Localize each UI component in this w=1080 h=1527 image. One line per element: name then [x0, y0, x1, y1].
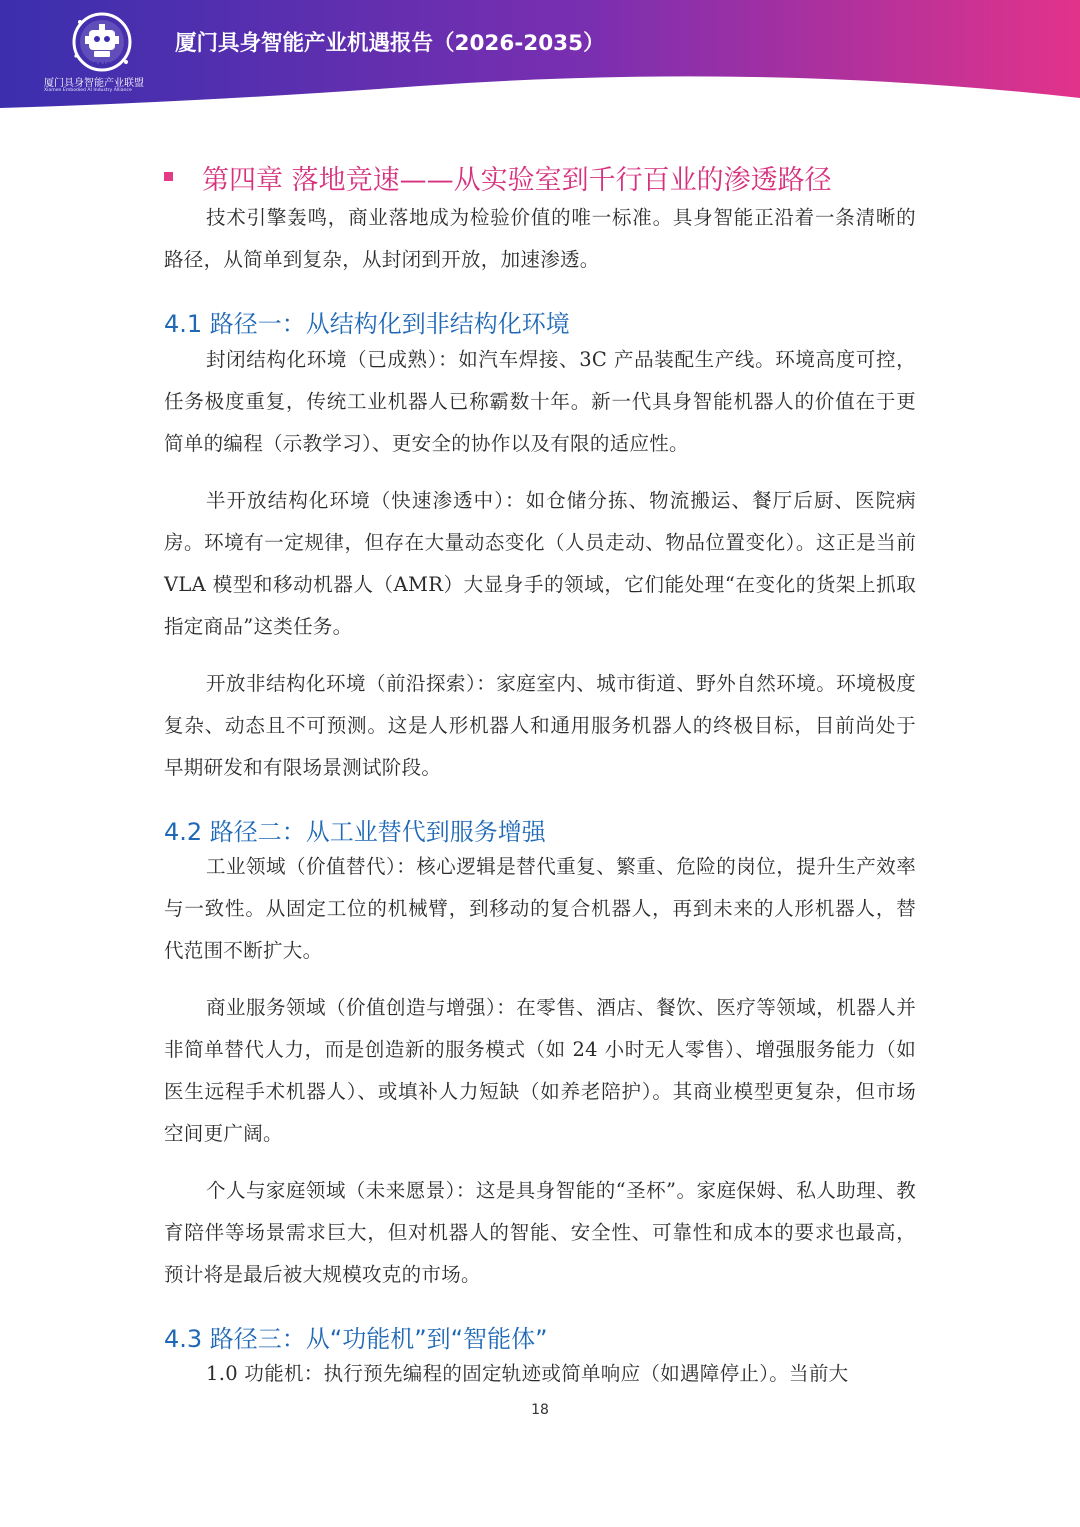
section-4-2-paragraph-1: 工业领域（价值替代）：核心逻辑是替代重复、繁重、危险的岗位，提升生产效率与一致性。从固定工位的机械臂，到移动的复合机器人，再到未来的人形机器人，替代范围不断扩大。 [164, 855, 916, 962]
page-number: 18 [531, 1402, 549, 1418]
section-4-1-paragraph-2: 半开放结构化环境（快速渗透中）：如仓储分拣、物流搬运、餐厅后厨、医院病房。环境有一定规律，但存在大量动态变化（人员走动、物品位置变化）。这正是当前 VLA 模型和移动机器人（AMR）大显身手的领域，它们能处理“在变化的货架上抓取指定商品”这类任务。 [164, 489, 916, 638]
section-4-1-paragraph-3: 开放非结构化环境（前沿探索）：家庭室内、城市街道、野外自然环境。环境极度复杂、动态且不可预测。这是人形机器人和通用服务机器人的终极目标，目前尚处于早期研发和有限场景测试阶段。 [164, 672, 916, 779]
section-heading-4-1: 4.1 路径一：从结构化到非结构化环境 [164, 310, 570, 338]
chapter-title: 第四章 落地竞速——从实验室到千行百业的渗透路径 [202, 165, 832, 196]
section-4-2-paragraph-2: 商业服务领域（价值创造与增强）：在零售、酒店、餐饮、医疗等领域，机器人并非简单替代人力，而是创造新的服务模式（如 24 小时无人零售）、增强服务能力（如医生远程手术机器人）、或填补人力短缺（如养老陪护）。其商业模型更复杂，但市场空间更广阔。 [164, 996, 916, 1145]
page-header [0, 0, 1080, 108]
logo-name: 厦门具身智能产业联盟 [44, 78, 144, 89]
report-title: 厦门具身智能产业机遇报告（2026-2035） [175, 31, 605, 56]
section-heading-4-2: 4.2 路径二：从工业替代到服务增强 [164, 818, 546, 846]
logo-abbr: EAIA [92, 61, 112, 69]
section-4-1-paragraph-1: 封闭结构化环境（已成熟）：如汽车焊接、3C 产品装配生产线。环境高度可控，任务极度重复，传统工业机器人已称霸数十年。新一代具身智能机器人的价值在于更简单的编程（示教学习）、更安全的协作以及有限的适应性。 [164, 348, 916, 455]
logo-subtitle: Xiamen Embodied AI Industry Alliance [44, 88, 132, 93]
section-4-2-paragraph-3: 个人与家庭领域（未来愿景）：这是具身智能的“圣杯”。家庭保姆、私人助理、教育陪伴等场景需求巨大，但对机器人的智能、安全性、可靠性和成本的要求也最高，预计将是最后被大规模攻克的市场。 [164, 1179, 916, 1286]
intro-paragraph: 技术引擎轰鸣，商业落地成为检验价值的唯一标准。具身智能正沿着一条清晰的路径，从简单到复杂，从封闭到开放，加速渗透。 [164, 206, 916, 271]
section-heading-4-3: 4.3 路径三：从“功能机”到“智能体” [164, 1325, 548, 1353]
section-4-3-paragraph-1: 1.0 功能机：执行预先编程的固定轨迹或简单响应（如遇障停止）。当前大 [206, 1362, 849, 1385]
bullet-square-icon [164, 172, 173, 181]
